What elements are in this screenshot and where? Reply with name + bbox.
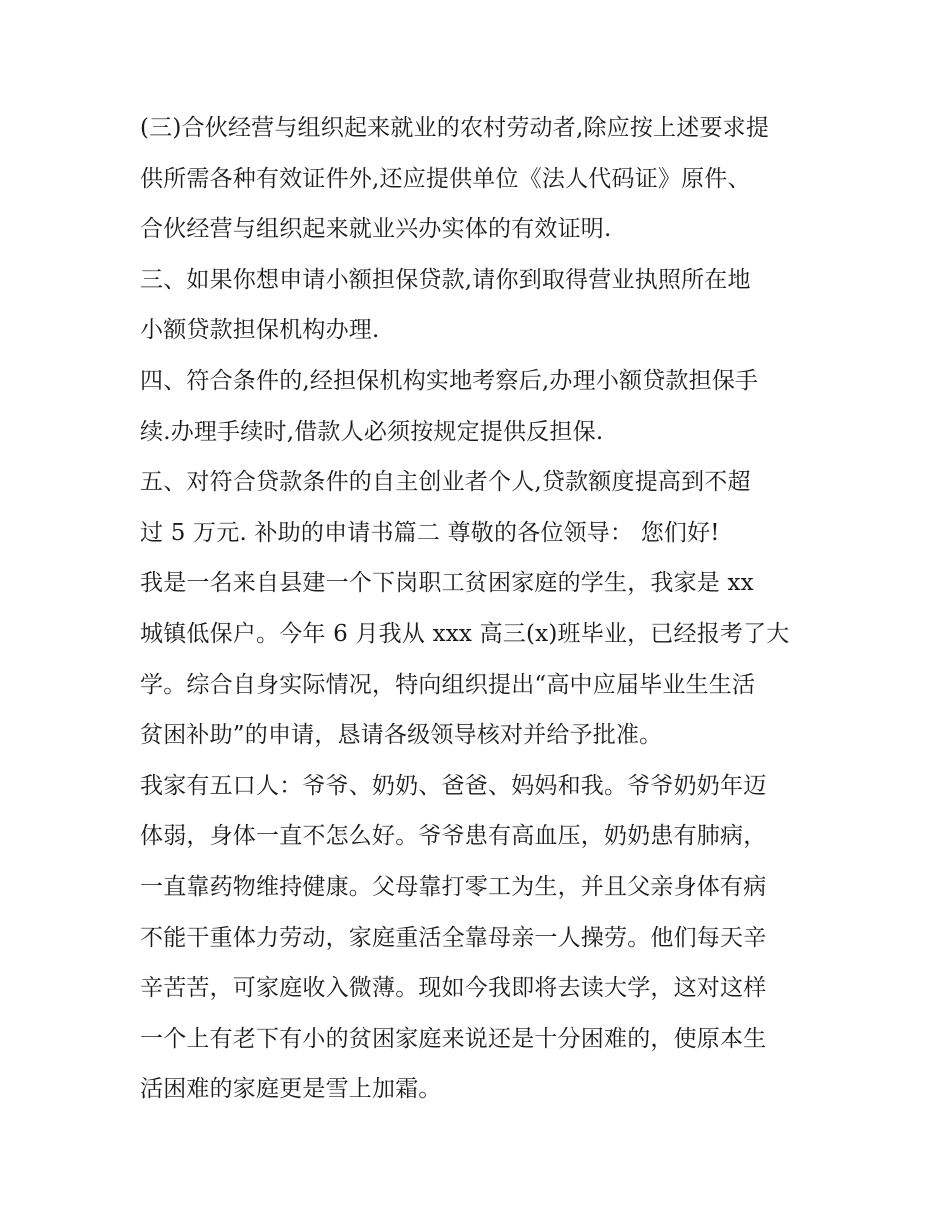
text-line-6: 四、符合条件的,经担保机构实地考察后,办理小额贷款担保手 bbox=[140, 367, 759, 394]
text-line-4: 三、如果你想申请小额担保贷款,请你到取得营业执照所在地 bbox=[140, 266, 751, 293]
text-line-11: 城镇低保户。今年 6 月我从 xxx 高三(x)班毕业，已经报考了大 bbox=[140, 620, 790, 647]
text-line-15: 体弱，身体一直不怎么好。爷爷患有高血压，奶奶患有肺病， bbox=[140, 823, 767, 850]
text-line-19: 一个上有老下有小的贫困家庭来说还是十分困难的，使原本生 bbox=[140, 1025, 767, 1052]
text-line-1: (三)合伙经营与组织起来就业的农村劳动者,除应按上述要求提 bbox=[140, 115, 770, 141]
text-line-13: 贫困补助”的申请，恳请各级领导核对并给予批准。 bbox=[140, 722, 663, 749]
text-line-16: 一直靠药物维持健康。父母靠打零工为生，并且父亲身体有病 bbox=[140, 873, 767, 900]
text-line-7: 续.办理手续时,借款人必须按规定提供反担保. bbox=[140, 418, 604, 445]
text-line-2: 供所需各种有效证件外,还应提供单位《法人代码证》原件、 bbox=[140, 165, 751, 192]
document-body bbox=[140, 103, 820, 1115]
text-line-3: 合伙经营与组织起来就业兴办实体的有效证明. bbox=[140, 216, 612, 243]
text-line-14: 我家有五口人：爷爷、奶奶、爸爸、妈妈和我。爷爷奶奶年迈 bbox=[140, 772, 767, 799]
text-line-5: 小额贷款担保机构办理. bbox=[140, 317, 380, 344]
text-line-8: 五、对符合贷款条件的自主创业者个人,贷款额度提高到不超 bbox=[140, 469, 751, 496]
text-line-9: 过 5 万元. 补助的申请书篇二 尊敬的各位领导： 您们好! bbox=[140, 519, 720, 546]
text-line-18: 辛苦苦，可家庭收入微薄。现如今我即将去读大学，这对这样 bbox=[140, 975, 767, 1002]
text-line-17: 不能干重体力劳动，家庭重活全靠母亲一人操劳。他们每天辛 bbox=[140, 924, 767, 951]
text-line-12: 学。综合自身实际情况，特向组织提出“高中应届毕业生生活 bbox=[140, 671, 756, 698]
text-line-10: 我是一名来自县建一个下岗职工贫困家庭的学生，我家是 xx bbox=[140, 570, 754, 597]
text-line-20: 活困难的家庭更是雪上加霜。 bbox=[140, 1076, 442, 1103]
